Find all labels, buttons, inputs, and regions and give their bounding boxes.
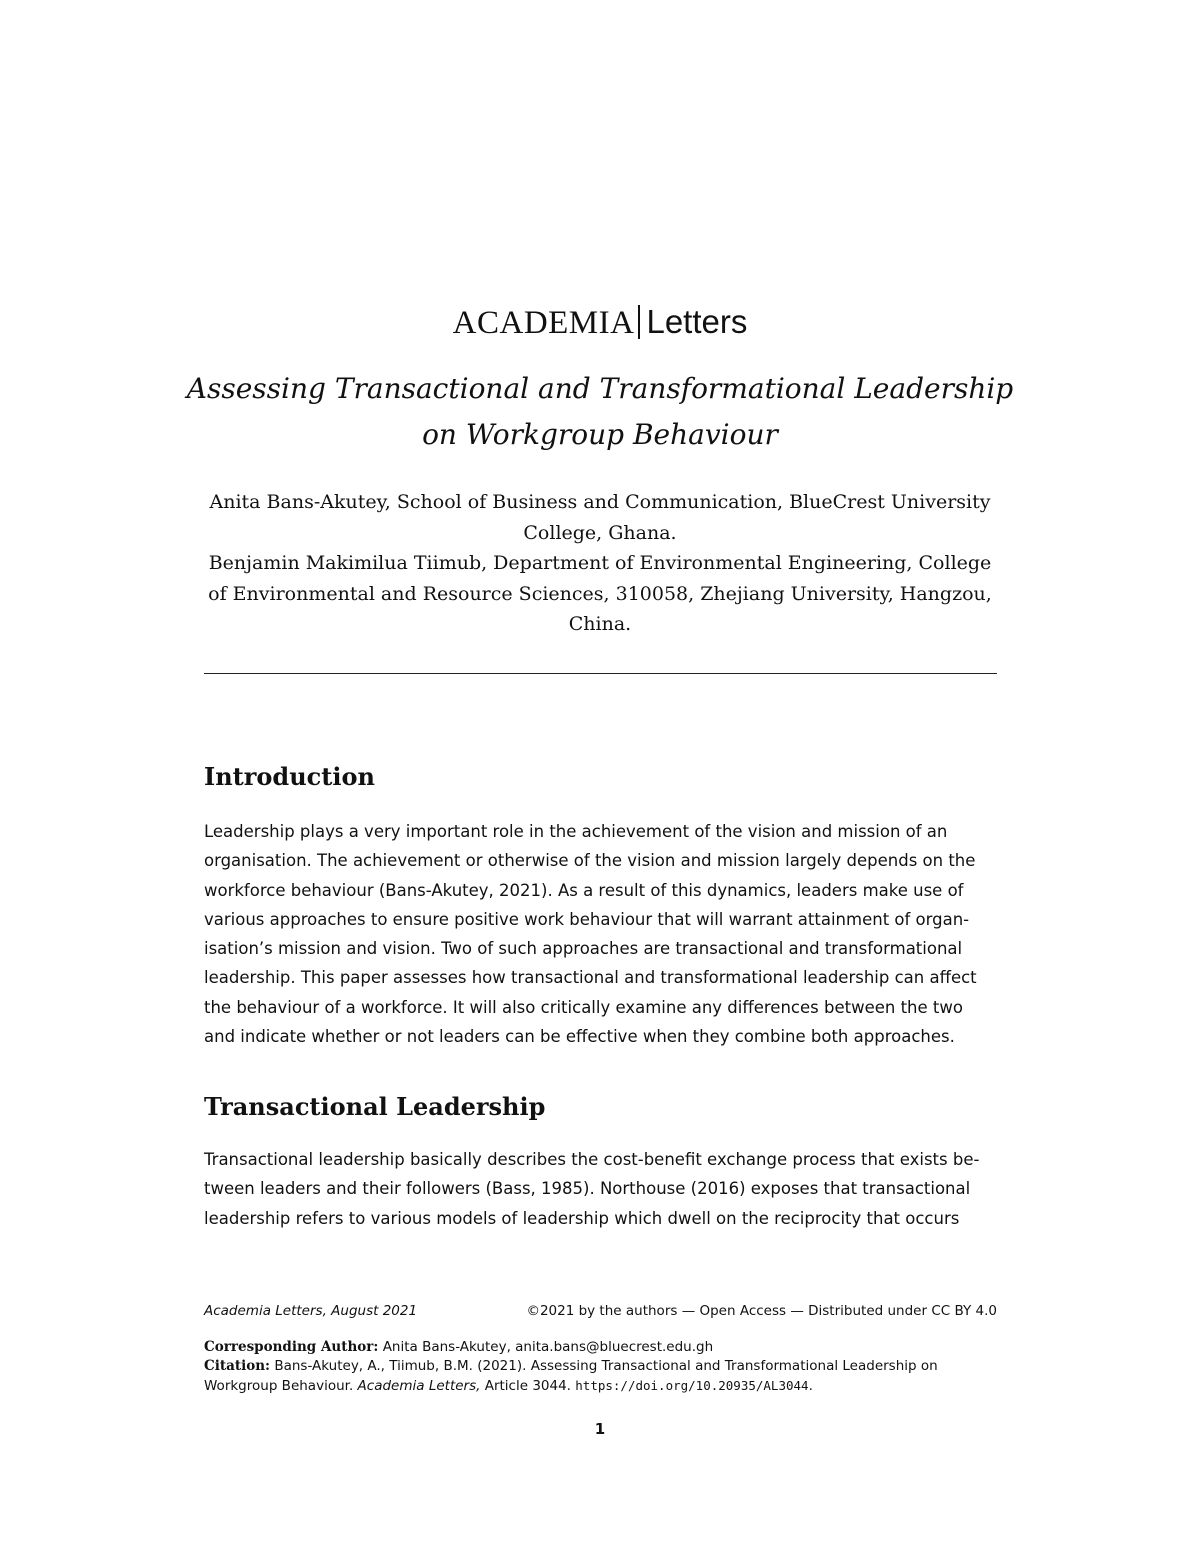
citation-text: Bans-Akutey, A., Tiimub, B.M. (2021). Assessing Transactional and Transformational Leadership on bbox=[274, 1358, 938, 1374]
citation-end: . bbox=[808, 1378, 813, 1394]
article-title bbox=[160, 366, 1040, 458]
paragraph-line: leadership. This paper assesses how transactional and transformational leadership can affect bbox=[204, 968, 977, 988]
citation-label: Citation: bbox=[204, 1358, 271, 1374]
paragraph-line: isation’s mission and vision. Two of such approaches are transactional and transformational bbox=[204, 939, 963, 959]
corresponding-author-note bbox=[204, 1338, 1004, 1357]
author-affiliations bbox=[190, 487, 1010, 640]
masthead-brand: ACADEMIA bbox=[452, 305, 635, 341]
paragraph-line: organisation. The achievement or otherwise of the vision and mission largely depends on the bbox=[204, 851, 976, 871]
header-divider bbox=[204, 673, 997, 674]
citation-doi-link[interactable]: https://doi.org/10.20935/AL3044 bbox=[575, 1378, 809, 1393]
affiliation-line: Benjamin Makimilua Tiimub, Department of Environmental Engineering, College bbox=[208, 552, 992, 574]
corresponding-author-text: Anita Bans-Akutey, anita.bans@bluecrest.edu.gh bbox=[382, 1339, 714, 1355]
masthead-divider bbox=[638, 305, 640, 339]
footer-license: ©2021 by the authors — Open Access — Distributed under CC BY 4.0 bbox=[526, 1303, 997, 1319]
section-heading-transactional-leadership: Transactional Leadership bbox=[204, 1092, 546, 1121]
paragraph-line: the behaviour of a workforce. It will also critically examine any differences between the two bbox=[204, 997, 963, 1017]
paragraph-line: Leadership plays a very important role in the achievement of the vision and mission of an bbox=[204, 822, 948, 841]
introduction-paragraph bbox=[204, 817, 997, 1051]
affiliation-line: of Environmental and Resource Sciences, 310058, Zhejiang University, Hangzou, bbox=[208, 582, 992, 605]
paragraph-line: workforce behaviour (Bans-Akutey, 2021). As a result of this dynamics, leaders make use of bbox=[204, 880, 964, 900]
article-title-line-2: on Workgroup Behaviour bbox=[422, 418, 778, 451]
paragraph-line: and indicate whether or not leaders can be effective when they combine both approaches. bbox=[204, 1027, 955, 1047]
paragraph-line: various approaches to ensure positive work behaviour that will warrant attainment of organ- bbox=[204, 909, 970, 929]
affiliation-line: Anita Bans-Akutey, School of Business and Communication, BlueCrest University bbox=[209, 491, 991, 513]
page-number: 1 bbox=[594, 1420, 606, 1438]
paragraph-line: Transactional leadership basically describes the cost-benefit exchange process that exists be- bbox=[204, 1150, 980, 1169]
footer-journal-date: Academia Letters, August 2021 bbox=[204, 1303, 418, 1319]
paragraph-line: tween leaders and their followers (Bass, 1985). Northouse (2016) exposes that transactional bbox=[204, 1179, 971, 1199]
footnotes bbox=[204, 1338, 1004, 1396]
paragraph-line: leadership refers to various models of leadership which dwell on the reciprocity that occurs bbox=[204, 1208, 960, 1228]
citation-note-line-1 bbox=[204, 1357, 1004, 1376]
affiliation-line: College, Ghana. bbox=[523, 521, 677, 544]
corresponding-author-label: Corresponding Author: bbox=[204, 1339, 379, 1355]
section-heading-introduction: Introduction bbox=[204, 762, 375, 791]
citation-journal: Academia Letters, bbox=[357, 1378, 481, 1394]
journal-masthead bbox=[0, 302, 1200, 343]
affiliation-line: China. bbox=[568, 613, 632, 635]
citation-note-line-2 bbox=[204, 1376, 1004, 1396]
article-title-line-1: Assessing Transactional and Transformational Leadership bbox=[186, 372, 1014, 405]
masthead-series: Letters bbox=[646, 303, 748, 340]
citation-text: Workgroup Behaviour. bbox=[204, 1378, 354, 1394]
citation-article: Article 3044. bbox=[484, 1378, 571, 1394]
transactional-leadership-paragraph bbox=[204, 1145, 997, 1233]
